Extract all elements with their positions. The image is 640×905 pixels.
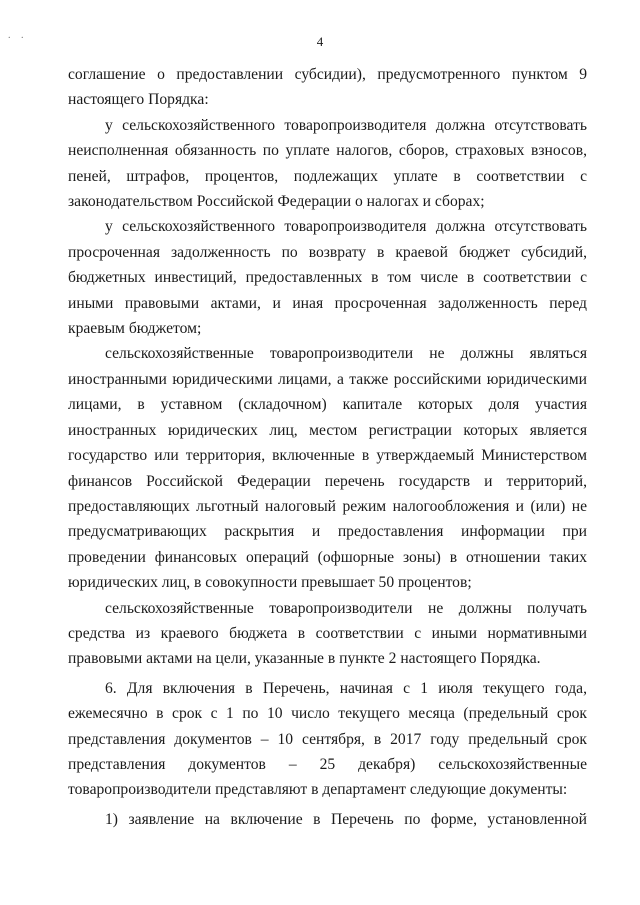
page-number: 4 [316,34,324,49]
scan-corner-marks: . . [8,30,28,41]
document-body [68,62,587,858]
paragraph-item-1: 1) заявление на включение в Перечень по форме, установленной [105,810,587,828]
paragraph-tax-obligation: у сельскохозяйственного товаропроизводителя должна отсутствовать неисполненная обязанность по уплате налогов, сборов, страховых взносов, пеней, штрафов, процентов, подлежащих уплате в соответствии с законодательством Российской Федерации о налогах и сборах; [68,116,587,211]
paragraph-foreign-entities: сельскохозяйственные товаропроизводители не должны являться иностранными юридическими лицами, а также российскими юридическими лицами, в уставном (складочном) капитале которых доля участия иностранных юридических лиц, местом регистрации которых является государство или территория, включенные в утверждаемый Министерством финансов Российской Федерации перечень государств и территорий, предоставляющих льготный налоговый режим налогообложения и (или) не предусматривающих раскрытия и предоставления информации при проведении финансовых операций (офшорные зоны) в отношении таких юридических лиц, в совокупности превышает 50 процентов; [68,345,587,592]
paragraph-continuation: соглашение о предоставлении субсидии), предусмотренного пунктом 9 настоящего Порядка: [68,66,587,109]
paragraph-section-6: 6. Для включения в Перечень, начиная с 1 июля текущего года, ежемесячно в срок с 1 по 10 число текущего месяца (предельный срок представления документов – 10 сентября, в 2017 году предельный срок представления документов – 25 декабря) сельскохозяйственные товаропроизводители представляют в департамент следующие документы: [68,679,587,799]
paragraph-budget-debt: у сельскохозяйственного товаропроизводителя должна отсутствовать просроченная задолженность по возврату в краевой бюджет субсидий, бюджетных инвестиций, предоставленных в том числе в соответствии с иными правовыми актами, и иная просроченная задолженность перед краевым бюджетом; [68,218,587,338]
paragraph-other-funding: сельскохозяйственные товаропроизводители не должны получать средства из краевого бюджета в соответствии с иными нормативными правовыми актами на цели, указанные в пункте 2 настоящего Порядка. [68,599,587,668]
